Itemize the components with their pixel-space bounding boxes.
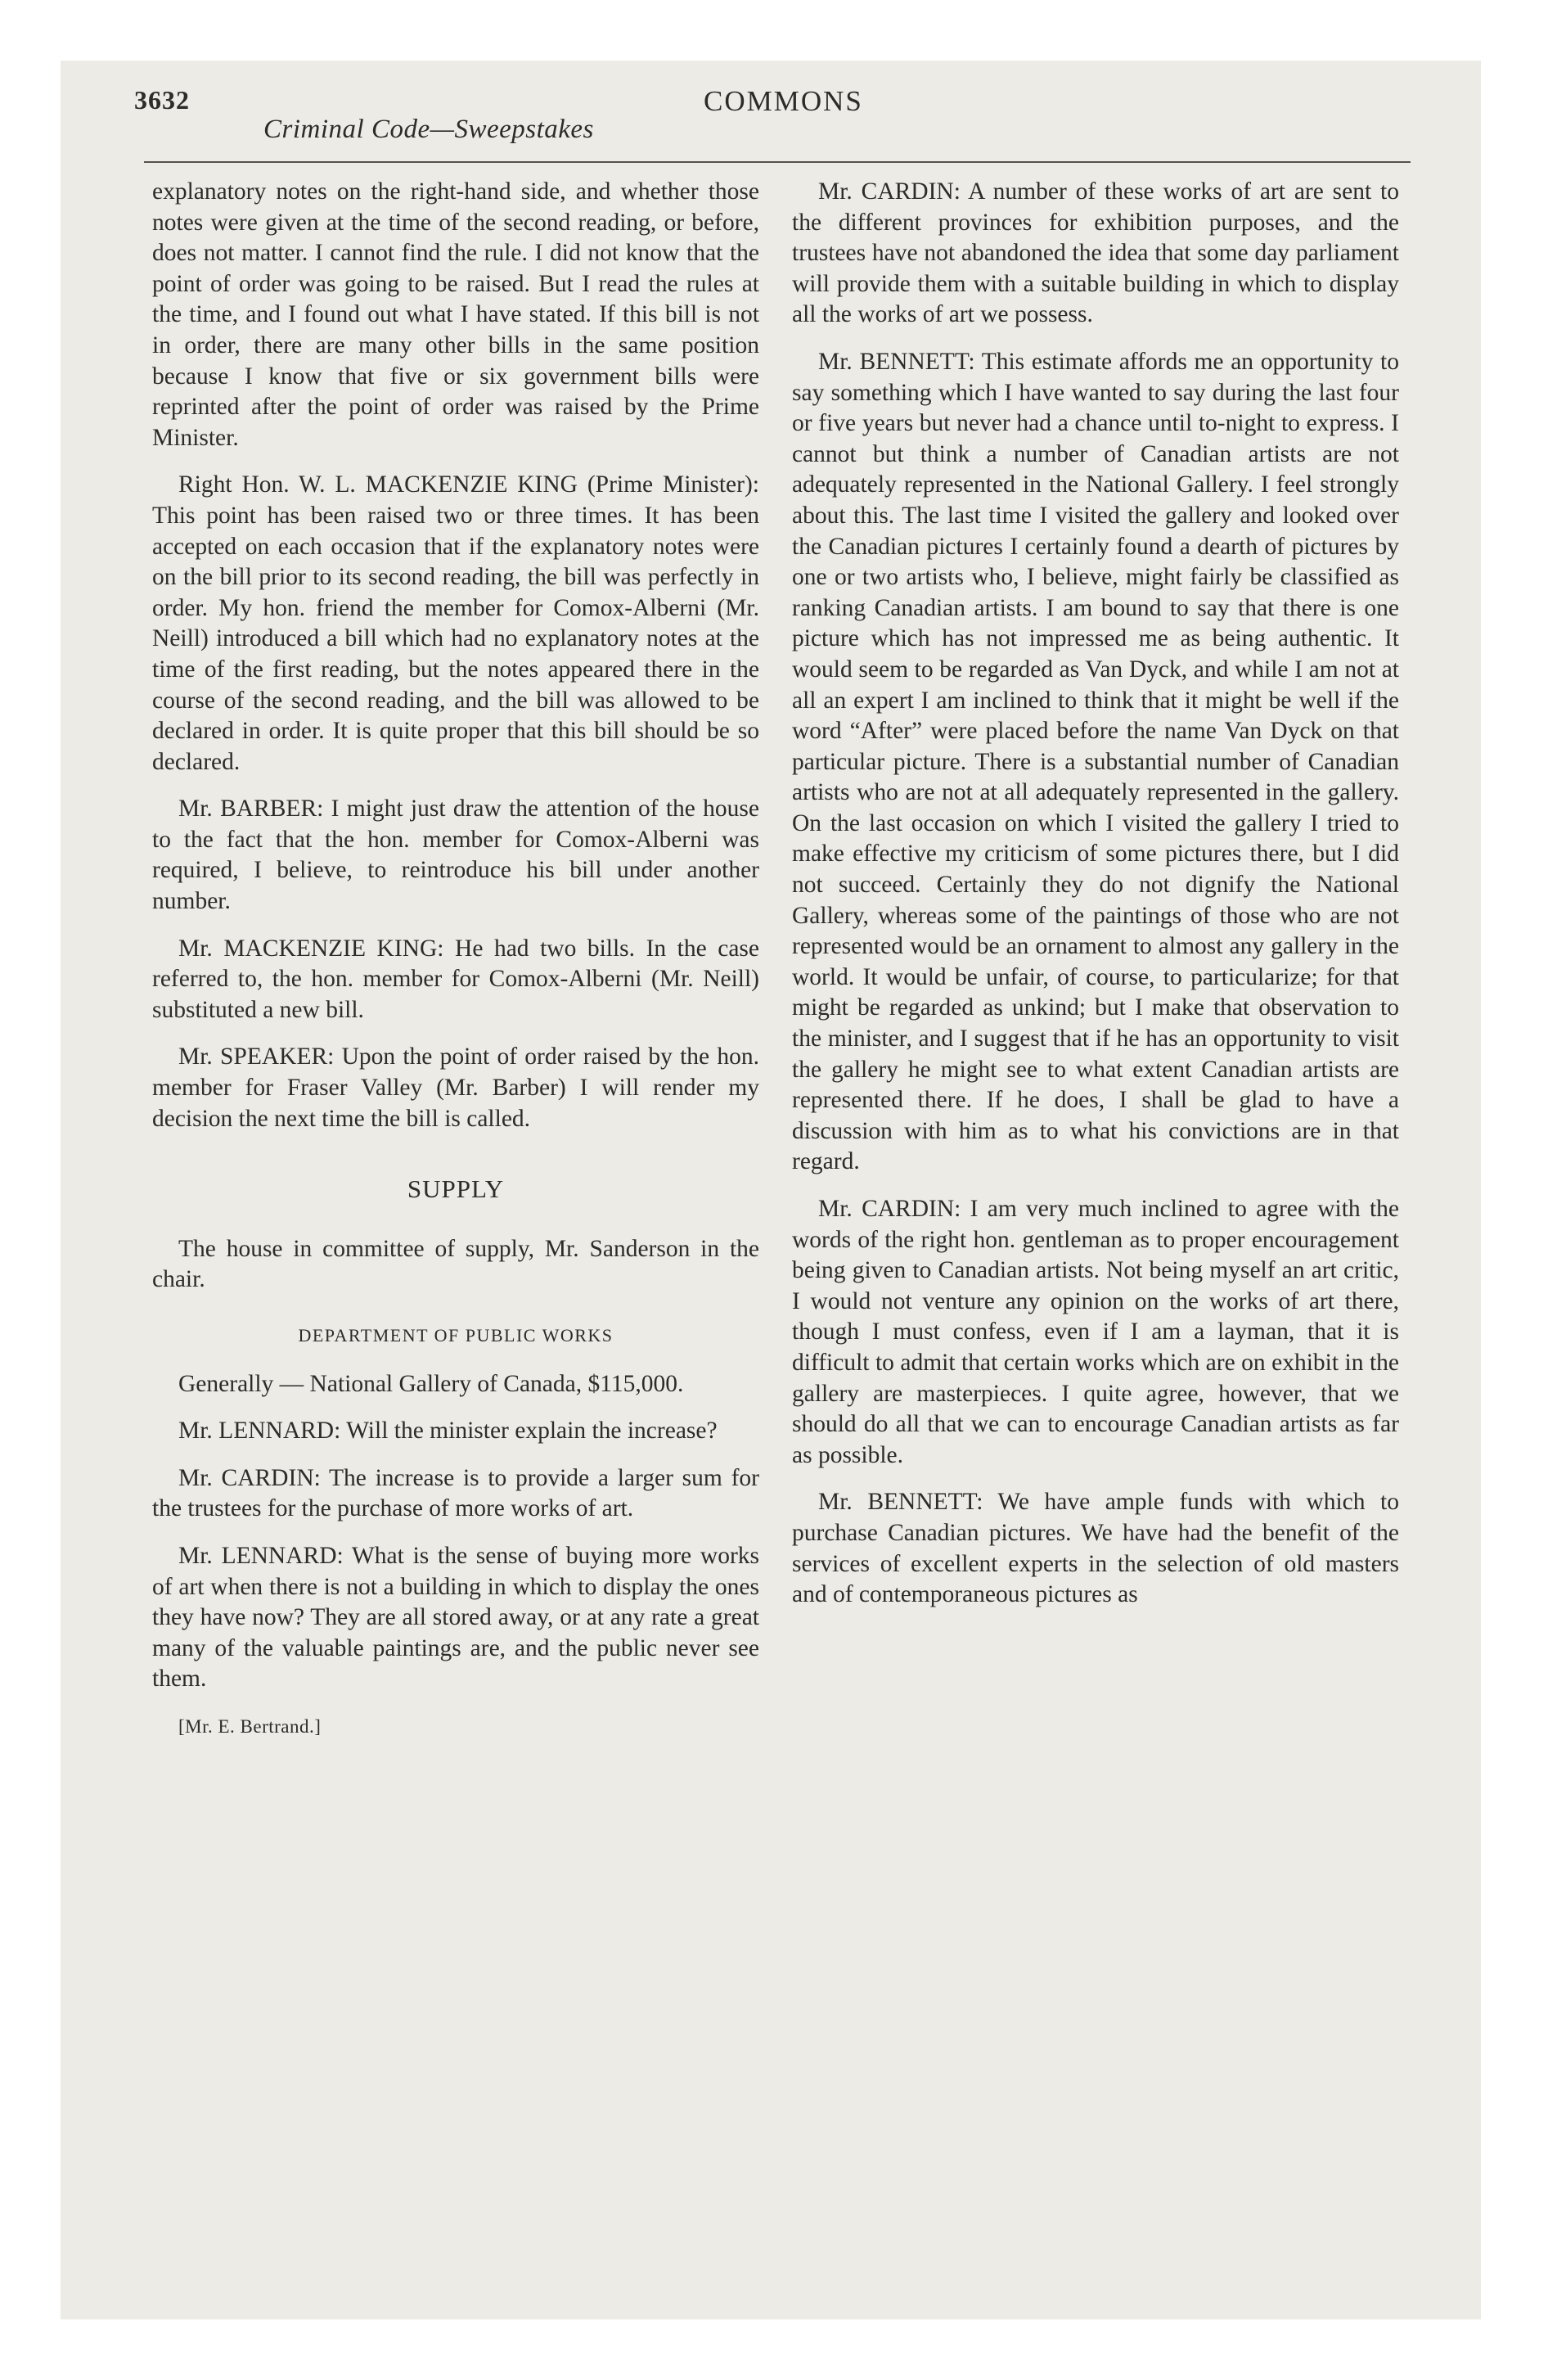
paragraph: Mr. BENNETT: We have ample funds with which to purchase Canadian pictures. We have had the benefit of the services of excellent experts in the selection of old masters and of contemporaneous pictures as	[792, 1489, 1399, 1608]
page-number: 3632	[134, 85, 190, 115]
header-rule	[144, 161, 1411, 163]
paragraph: Mr. CARDIN: A number of these works of art are sent to the different provinces for exhibition purposes, and the trustees have not abandoned the idea that some day parliament will provide them with a suitable building in which to display all the works of art we possess.	[792, 178, 1399, 328]
paragraph: Mr. LENNARD: What is the sense of buying more works of art when there is not a building in which to display the ones they have now? They are all stored away, or at any rate a great many of the valuable paintings are, and the public never see them.	[152, 1542, 759, 1693]
paragraph: Mr. MACKENZIE KING: He had two bills. In the case referred to, the hon. member for Comox-Alberni (Mr. Neill) substituted a new bill.	[152, 935, 759, 1023]
left-column	[152, 177, 759, 1759]
paragraph: Mr. SPEAKER: Upon the point of order raised by the hon. member for Fraser Valley (Mr. Barber) I will render my decision the next time the bill is called.	[152, 1044, 759, 1132]
estimate-item: Generally — National Gallery of Canada, $115,000.	[178, 1370, 684, 1397]
paragraph: The house in committee of supply, Mr. Sanderson in the chair.	[152, 1235, 759, 1293]
paragraph: explanatory notes on the right-hand side, and whether those notes were given at the time of the second reading, or before, does not matter. I cannot find the rule. I did not know that the point of order was going to be raised. But I read the rules at the time, and I found out what I have stated. If this bill is not in order, there are many other bills in the same position because I know that five or six government bills were reprinted after the point of order was raised by the Prime Minister.	[152, 178, 759, 451]
paragraph: Right Hon. W. L. MACKENZIE KING (Prime Minister): This point has been raised two or three times. It has been accepted on each occasion that if the explanatory notes were on the bill prior to its second reading, the bill was perfectly in order. My hon. friend the member for Comox-Alberni (Mr. Neill) introduced a bill which had no explanatory notes at the time of the first reading, but the notes appeared there in the course of the second reading, and the bill was allowed to be declared in order. It is quite proper that this bill should be so declared.	[152, 471, 759, 775]
house-title: COMMONS	[704, 85, 863, 117]
footnote: [Mr. E. Bertrand.]	[178, 1715, 322, 1737]
paragraph: Mr. BENNETT: This estimate affords me an opportunity to say something which I have wanted to say during the last four or five years but never had a chance until to-night to express. I cannot but think a number of Canadian artists are not adequately represented in the National Gallery. I feel strongly about this. The last time I visited the gallery and looked over the Canadian pictures I certainly found a dearth of pictures by one or two artists who, I believe, might fairly be classified as ranking Canadian artists. I am bound to say that there is one picture which has not impressed me as being authentic. It would seem to be regarded as Van Dyck, and while I am not at all an expert I am inclined to think that it might be well if the word “After” were placed before the name Van Dyck on that particular picture. There is a substantial number of Canadian artists who are not at all adequately represented in the gallery. On the last occasion on which I visited the gallery I tried to make effective my criticism of some pictures there, but I did not succeed. Certainly they do not dignify the National Gallery, whereas some of the paintings of those who are not represented would be an ornament to almost any gallery in the world. It would be unfair, of course, to particularize; for that might be regarded as unkind; but I make that observation to the minister, and I suggest that if he has an opportunity to visit the gallery he might see to what extent Canadian artists are represented there. If he does, I shall be glad to have a discussion with him as to what his convictions are in that regard.	[792, 348, 1399, 1175]
running-title: Criminal Code—Sweepstakes	[263, 115, 594, 144]
paragraph: Mr. BARBER: I might just draw the attention of the house to the fact that the hon. member for Comox-Alberni was required, I believe, to reintroduce his bill under another number.	[152, 796, 759, 915]
department-subheading: DEPARTMENT OF PUBLIC WORKS	[298, 1325, 614, 1346]
paragraph: Mr. LENNARD: Will the minister explain the increase?	[178, 1418, 718, 1445]
section-heading: SUPPLY	[407, 1174, 505, 1204]
paragraph: Mr. CARDIN: The increase is to provide a larger sum for the trustees for the purchase of more works of art.	[152, 1464, 759, 1522]
paragraph: Mr. CARDIN: I am very much inclined to agree with the words of the right hon. gentleman as to proper encouragement being given to Canadian artists. Not being myself an art critic, I would not venture any opinion on the works of art there, though I must confess, even if I am a layman, that it is difficult to admit that certain works which are on exhibit in the gallery are masterpieces. I quite agree, however, that we should do all that we can to encourage Canadian artists as far as possible.	[792, 1196, 1399, 1468]
right-column	[792, 177, 1399, 1627]
